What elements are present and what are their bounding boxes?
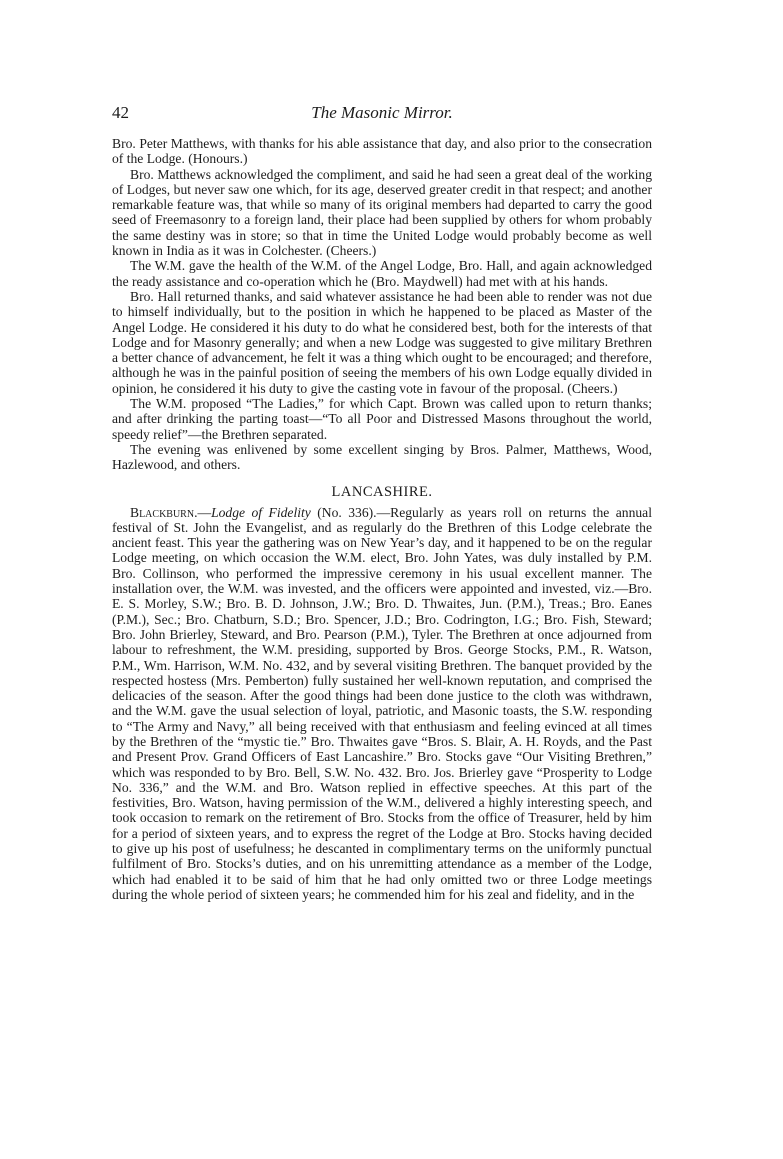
paragraph: Bro. Peter Matthews, with thanks for his able assistance that day, and also prior to the consecration of the Lodge. (Honours.) [112, 136, 652, 167]
page-header [112, 103, 652, 131]
section-lead-paragraph [112, 505, 652, 903]
article-body [112, 136, 652, 902]
paragraph: Bro. Matthews acknowledged the compliment, and said he had seen a great deal of the working of Lodges, but never saw one which, for its age, deserved greater credit in that respect; and another remarkable feature was, that while so many of its original members had departed to carry the good seed of Freemasonry to a foreign land, their place had been supplied by others for whom probably the same destiny was in store; so that in time the United Lodge would probably become as well known in India as it was in Colchester. (Cheers.) [112, 166, 652, 259]
paragraph: The W.M. gave the health of the W.M. of the Angel Lodge, Bro. Hall, and again acknowledged the ready assistance and co-operation which he (Bro. Maydwell) had met with at his hands. [112, 258, 652, 289]
paragraph: Bro. Hall returned thanks, and said whatever assistance he had been able to render was not due to himself individually, but to the position in which he happened to be placed as Master of the Angel Lodge. He considered it his duty to do what he considered best, both for the interests of that Lodge and for Masonry generally; and when a new Lodge was suggested to give military Brethren a better chance of advancement, he felt it was a thing which ought to be encouraged; and therefore, although he was in the painful position of seeing the members of his own Lodge equally divided in opinion, he considered it his duty to give the casting vote in favour of the proposal. (Cheers.) [112, 288, 652, 396]
lodge-name: Lodge of Fidelity [211, 504, 311, 520]
section-lead-text: (No. 336).—Regularly as years roll on returns the annual festival of St. John the Evangelist, and as regularly do the Brethren of this Lodge celebrate the ancient feast. This year the gathering was on New Year’s day, and it happened to be on the regular Lodge meeting, on which occasion the W.M. elect, Bro. John Yates, was duly installed by P.M. Bro. Collinson, who performed the impressive ceremony in his usual excellent manner. The installation over, the W.M. was invested, and the officers were appointed and invested, viz.—Bro. E. S. Morley, S.W.; Bro. B. D. Johnson, J.W.; Bro. D. Thwaites, Jun. (P.M.), Treas.; Bro. Eanes (P.M.), Sec.; Bro. Chatburn, S.D.; Bro. Spencer, J.D.; Bro. Codrington, I.G.; Bro. Fish, Steward; Bro. John Brierley, Steward, and Bro. Pearson (P.M.), Tyler. The Brethren at once adjourned from labour to refreshment, the W.M. presiding, supported by Bros. George Stocks, P.M., R. Watson, P.M., Wm. Harrison, W.M. No. 432, and by several visiting Brethren. The banquet provided by the respected hostess (Mrs. Pemberton) fully sustained her well-known reputation, and comprised the delicacies of the season. After the good things had been done justice to the cloth was withdrawn, and the W.M. gave the usual selection of loyal, patriotic, and Masonic toasts, the S.W. responding to “The Army and Navy,” all being received with that enthusiasm and feeling evinced at all times by the Brethren of the “mystic tie.” Bro. Thwaites gave “Bros. S. Blair, A. H. Royds, and the Past and Present Prov. Grand Officers of East Lancashire.” Bro. Stocks gave “Our Visiting Brethren,” which was responded to by Bro. Bell, S.W. No. 432. Bro. Jos. Brierley gave “Prosperity to Lodge No. 336,” and the W.M. and Bro. Watson replied in effective speeches. At this part of the festivities, Bro. Watson, having permission of the W.M., delivered a highly interesting speech, and took occasion to remark on the retirement of Bro. Stocks from the office of Treasurer, held by him for a period of sixteen years, and to express the regret of the Lodge at Bro. Stocks having decided to give up his post of usefulness; he descanted in complimentary terms on the uniformly punctual fulfilment of Bro. Stocks’s duties, and on his unremitting attendance as a member of the Lodge, which had enabled it to be said of him that he had only omitted two or three Lodge meetings during the whole period of sixteen years; he commended him for his zeal and fidelity, and in the [112, 504, 652, 902]
running-title: The Masonic Mirror. [311, 103, 453, 122]
dash: — [197, 504, 212, 520]
paragraph: The W.M. proposed “The Ladies,” for which Capt. Brown was called upon to return thanks; and after drinking the parting toast—“To all Poor and Distressed Masons throughout the world, speedy relief”—the Brethren separated. [112, 396, 652, 442]
page-number: 42 [112, 103, 129, 122]
section-heading: LANCASHIRE. [331, 483, 433, 500]
place-name: Blackburn. [130, 504, 198, 520]
paragraph: The evening was enlivened by some excellent singing by Bros. Palmer, Matthews, Wood, Hazlewood, and others. [112, 441, 652, 473]
